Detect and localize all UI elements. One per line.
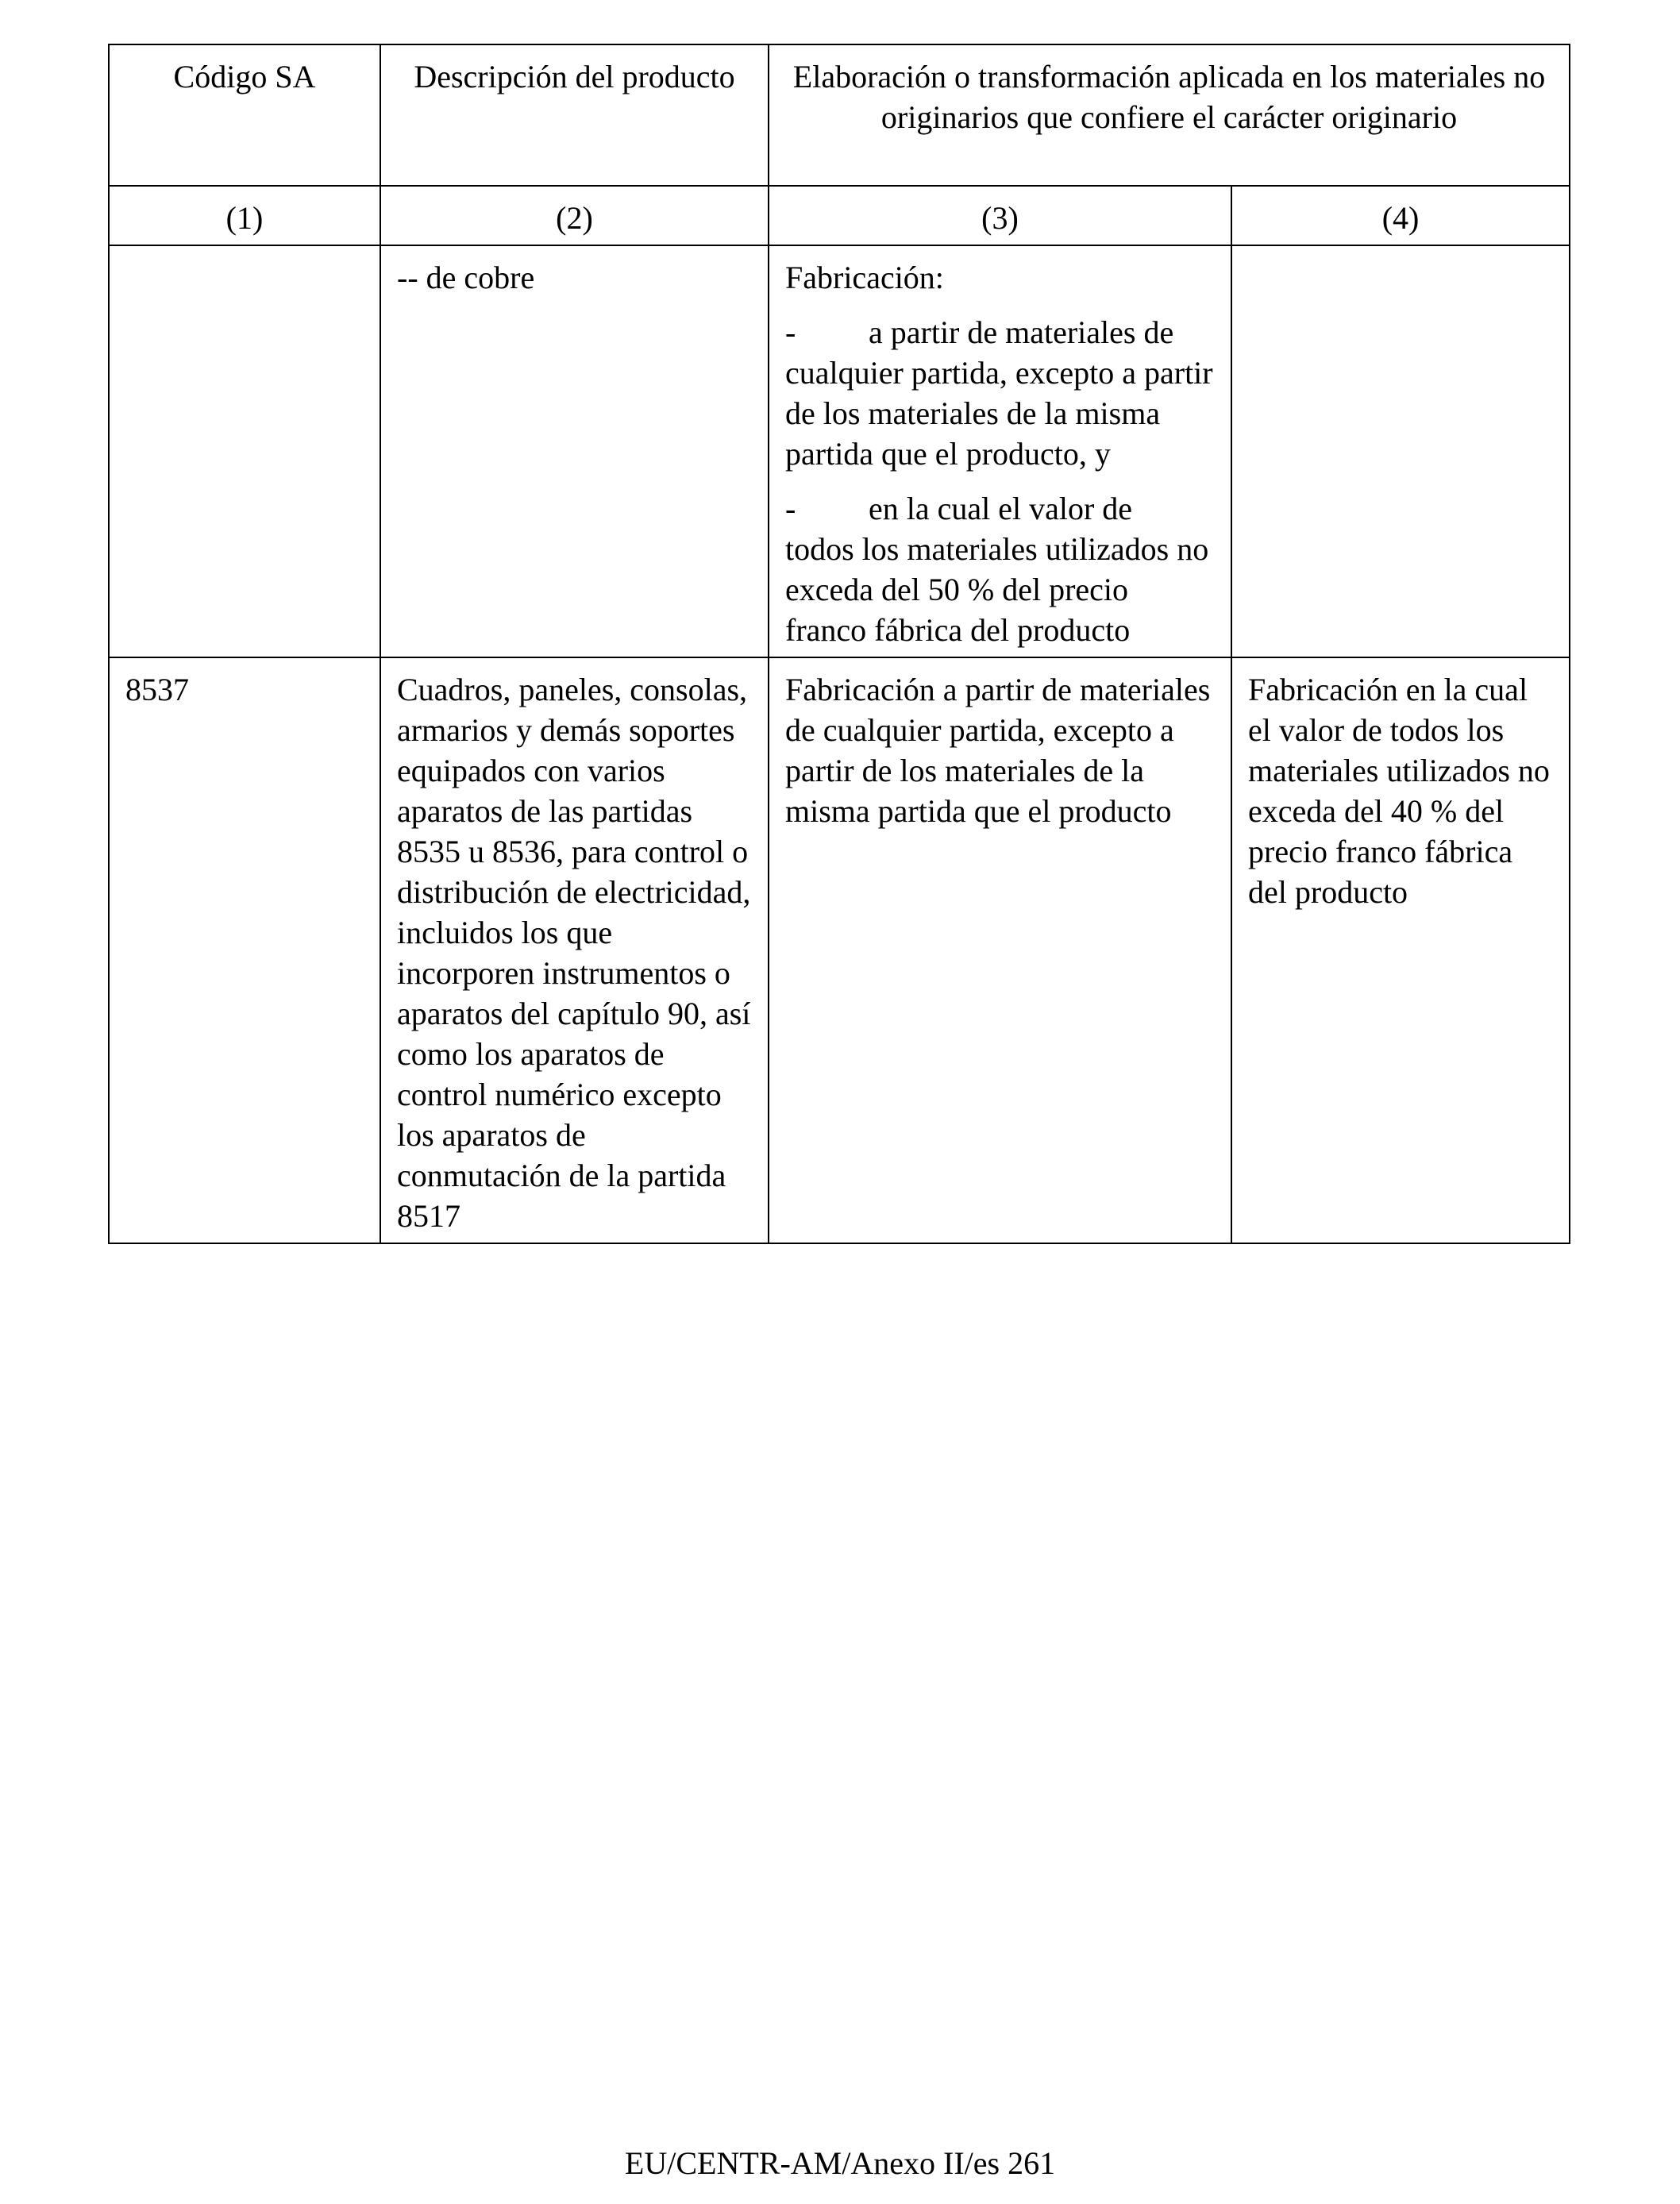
alternative-processing-cell [1231, 245, 1570, 657]
processing-cell [769, 245, 1231, 657]
column-number-3: (3) [769, 186, 1231, 245]
dash-marker: - [785, 491, 796, 526]
table-row [109, 657, 1570, 1243]
header-processing-operation: Elaboración o transformación aplicada en los materiales no originarios que confiere el carácter originario [769, 44, 1570, 186]
hs-code-cell: 8537 [109, 657, 380, 1243]
dash-marker: - [785, 314, 796, 350]
table-row [109, 245, 1570, 657]
processing-item [785, 488, 1215, 650]
processing-cell: Fabricación a partir de materiales de cualquier partida, excepto a partir de los materiales de la misma partida que el producto [769, 657, 1231, 1243]
column-number-1: (1) [109, 186, 380, 245]
hs-code-cell [109, 245, 380, 657]
processing-item-text-rest: todos los materiales utilizados no exceda del 50 % del precio franco fábrica del producto [785, 531, 1209, 648]
description-cell: -- de cobre [380, 245, 769, 657]
description-cell: Cuadros, paneles, consolas, armarios y demás soportes equipados con varios aparatos de las partidas 8535 u 8536, para control o distribución de electricidad, incluidos los que incorporen instrumentos o aparatos del capítulo 90, así como los aparatos de control numérico excepto los aparatos de conmutación de la partida 8517 [380, 657, 769, 1243]
header-hs-code: Código SA [109, 44, 380, 186]
page-footer: EU/CENTR-AM/Anexo II/es 261 [624, 2145, 1056, 2181]
processing-item-text-first: en la cual el valor de [869, 491, 1133, 526]
header-row [109, 44, 1570, 186]
column-number-row [109, 186, 1570, 245]
processing-intro: Fabricación: [785, 260, 944, 295]
processing-item-text-first: a partir de materiales de [869, 314, 1174, 350]
alternative-processing-cell: Fabricación en la cual el valor de todos los materiales utilizados no exceda del 40 % del precio franco fábrica del producto [1231, 657, 1570, 1243]
header-product-description: Descripción del producto [380, 44, 769, 186]
processing-item [785, 312, 1215, 474]
rules-of-origin-table [108, 44, 1570, 1244]
column-number-2: (2) [380, 186, 769, 245]
column-number-4: (4) [1231, 186, 1570, 245]
processing-item-text-rest: cualquier partida, excepto a partir de los materiales de la misma partida que el producto, y [785, 355, 1213, 472]
